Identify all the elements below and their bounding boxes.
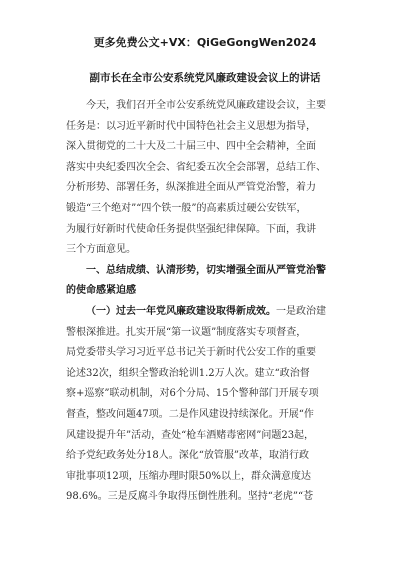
subsection-line [66, 302, 346, 323]
paragraph-line: 落实中央纪委四次全会、省纪委五次全会部署，总结工作、 [66, 161, 326, 173]
section-heading-cont: 的使命感紧迫感 [66, 285, 136, 297]
paragraph-line: 分析形势、部署任务，纵深推进全面从严管党治警，着力 [66, 182, 316, 194]
paragraph-line: 给予党纪政务处分18人。深化“放管服”改革，取消行政 [66, 450, 309, 462]
paragraph-line: 警根深推进。扎实开展“第一议题”制度落实专项督查， [66, 326, 307, 338]
paragraph-line: 论述32次，组织全警政治轮训1.2万人次。建立“政治督 [66, 367, 310, 379]
document-body [66, 96, 346, 508]
subsection-heading: （一）过去一年党风廉政建设取得新成效。 [86, 305, 276, 317]
paragraph-line: 为履行好新时代使命任务提供坚强纪律保障。下面，我讲 [66, 223, 316, 235]
paragraph-line: 任务是：以习近平新时代中国特色社会主义思想为指导， [66, 120, 316, 132]
paragraph-line: 督查，整改问题47项。二是作风建设持续深化。开展“作 [66, 408, 314, 420]
paragraph-line: 察+巡察”联动机制，对6个分局、15个警种部门开展专项 [66, 388, 319, 400]
document-title: 副市长在全市公安系统党风廉政建设会议上的讲话 [89, 72, 321, 84]
section-heading: 一、总结成绩、认清形势，切实增强全面从严管党治警 [86, 264, 326, 276]
watermark-text: 更多免费公文+VX：QiGeGongWen2024 [93, 36, 317, 49]
paragraph-line: 深入贯彻党的二十大及二十届三中、四中全会精神，全面 [66, 141, 316, 153]
paragraph-line: 局党委带头学习习近平总书记关于新时代公安工作的重要 [66, 347, 316, 359]
paragraph-line: 审批事项12项，压缩办理时限50%以上，群众满意度达 [66, 470, 311, 482]
paragraph-line: 风建设提升年”活动，查处“枪车酒赌毒密网”问题23起， [66, 429, 315, 441]
paragraph-line: 三个方面意见。 [66, 244, 136, 256]
paragraph-line: 锻造“三个绝对”“四个铁一般”的高素质过硬公安铁军， [66, 202, 307, 214]
paragraph-line: 98.6%。三是反腐斗争取得压倒性胜利。坚持“老虎”“苍 [66, 491, 314, 503]
paragraph-line: 今天，我们召开全市公安系统党风廉政建设会议，主要 [86, 100, 326, 111]
subsection-tail: 一是政治建 [276, 305, 326, 317]
